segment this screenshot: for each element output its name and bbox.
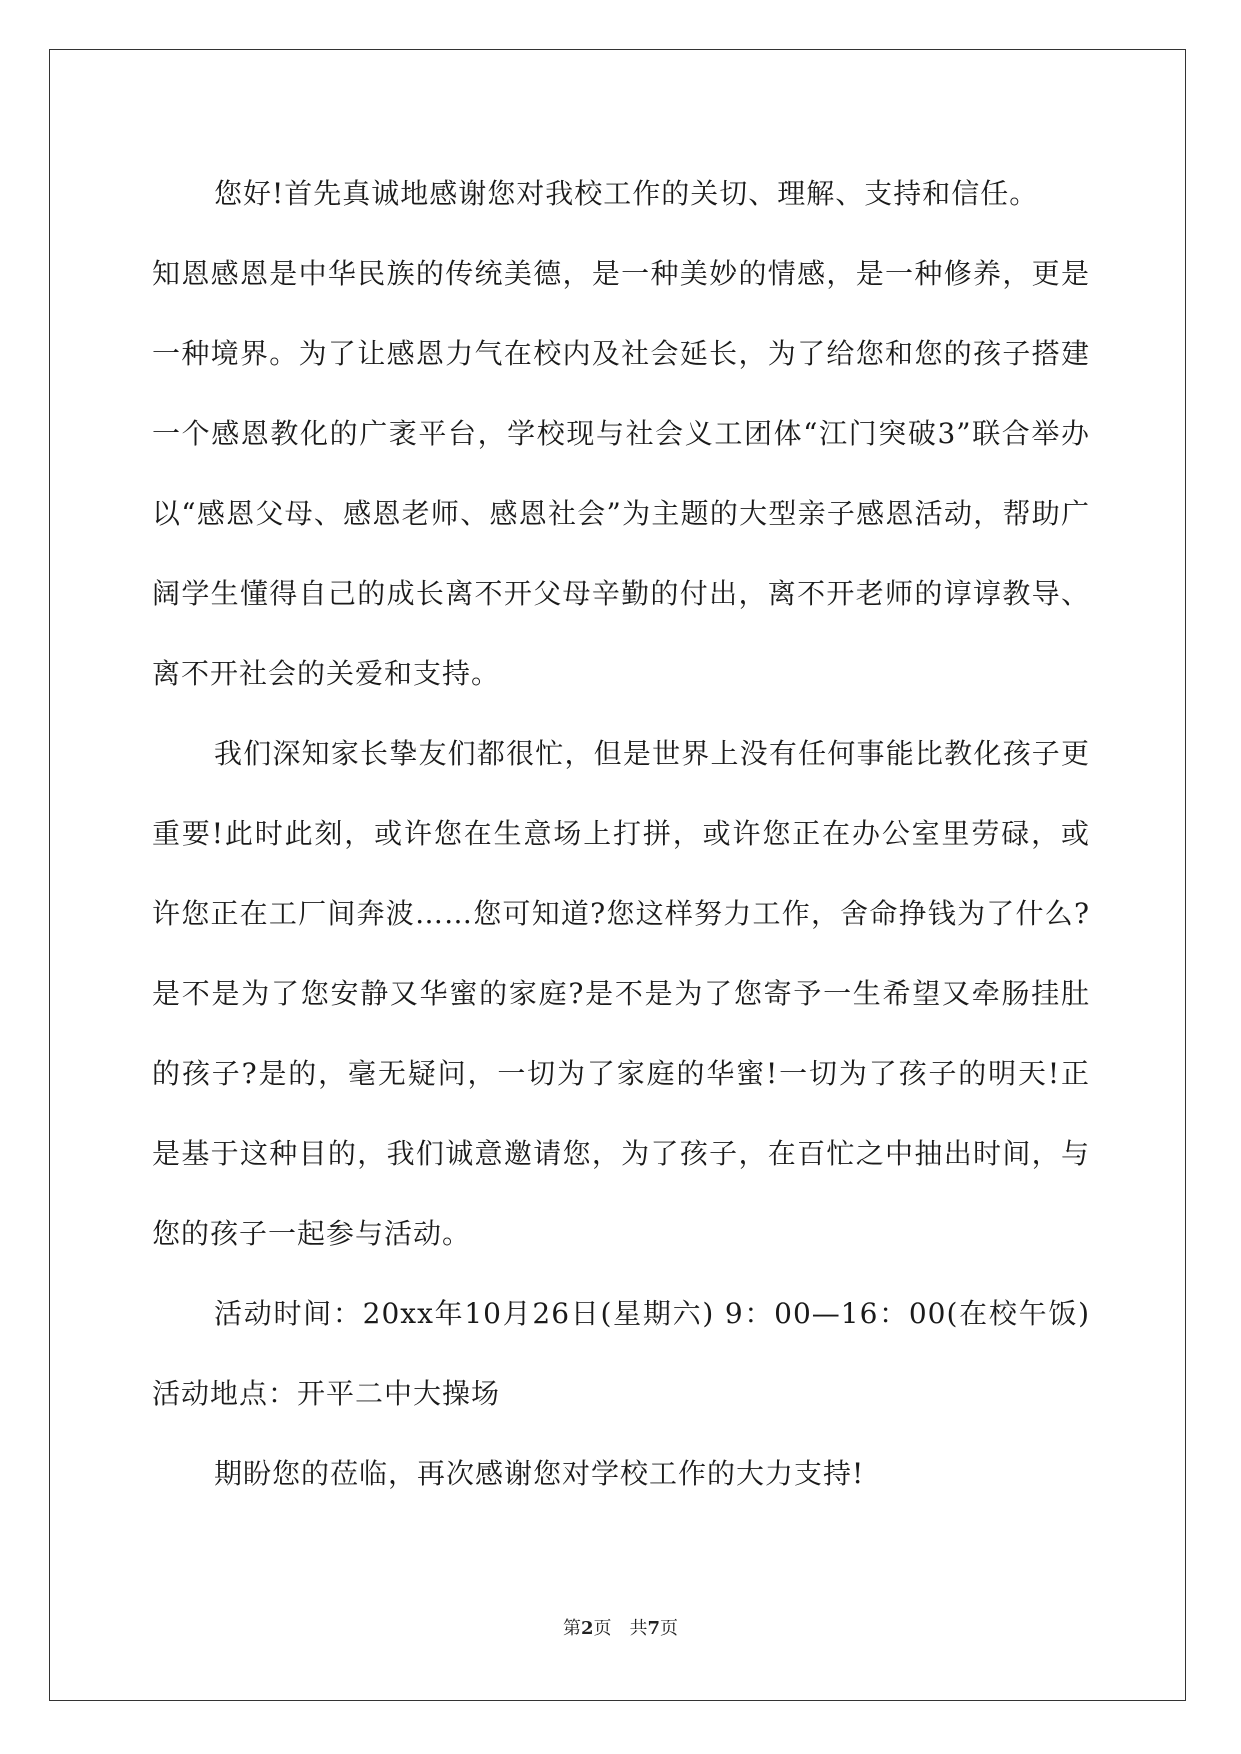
paragraph-time-location: 活动时间：20xx年10月26日(星期六) 9：00—16：00(在校午饭) 活动地点：开平二中大操场 bbox=[152, 1297, 1090, 1410]
page-suffix: 页 bbox=[593, 1618, 612, 1639]
page-current: 2 bbox=[580, 1618, 594, 1639]
total-suffix: 页 bbox=[660, 1618, 679, 1639]
letter-body bbox=[152, 154, 1090, 1514]
page-total: 7 bbox=[647, 1618, 661, 1639]
paragraph-gratitude-activity: 知恩感恩是中华民族的传统美德，是一种美妙的情感，是一种修养，更是一种境界。为了让感恩力气在校内及社会延长，为了给您和您的孩子搭建一个感恩教化的广袤平台，学校现与社会义工团体“江门突破3”联合举办以“感恩父母、感恩老师、感恩社会”为主题的大型亲子感恩活动，帮助广阔学生懂得自己的成长离不开父母辛勤的付出，离不开老师的谆谆教导、离不开社会的关爱和支持。 bbox=[152, 257, 1090, 690]
paragraph-closing: 期盼您的莅临，再次感谢您对学校工作的大力支持! bbox=[214, 1457, 865, 1490]
page-prefix: 第 bbox=[562, 1618, 581, 1639]
paragraph-greeting: 您好!首先真诚地感谢您对我校工作的关切、理解、支持和信任。 bbox=[214, 177, 1039, 210]
paragraph-parents-invitation: 我们深知家长挚友们都很忙，但是世界上没有任何事能比教化孩子更重要!此时此刻，或许您在生意场上打拼，或许您正在办公室里劳碌，或许您正在工厂间奔波……您可知道?您这样努力工作，舍命挣钱为了什么?是不是为了您安静又华蜜的家庭?是不是为了您寄予一生希望又牵肠挂肚的孩子?是的，毫无疑问，一切为了家庭的华蜜!一切为了孩子的明天!正是基于这种目的，我们诚意邀请您，为了孩子，在百忙之中抽出时间，与您的孩子一起参与活动。 bbox=[152, 737, 1090, 1250]
page-number-footer bbox=[0, 1617, 1241, 1641]
total-prefix: 共 bbox=[629, 1618, 648, 1639]
